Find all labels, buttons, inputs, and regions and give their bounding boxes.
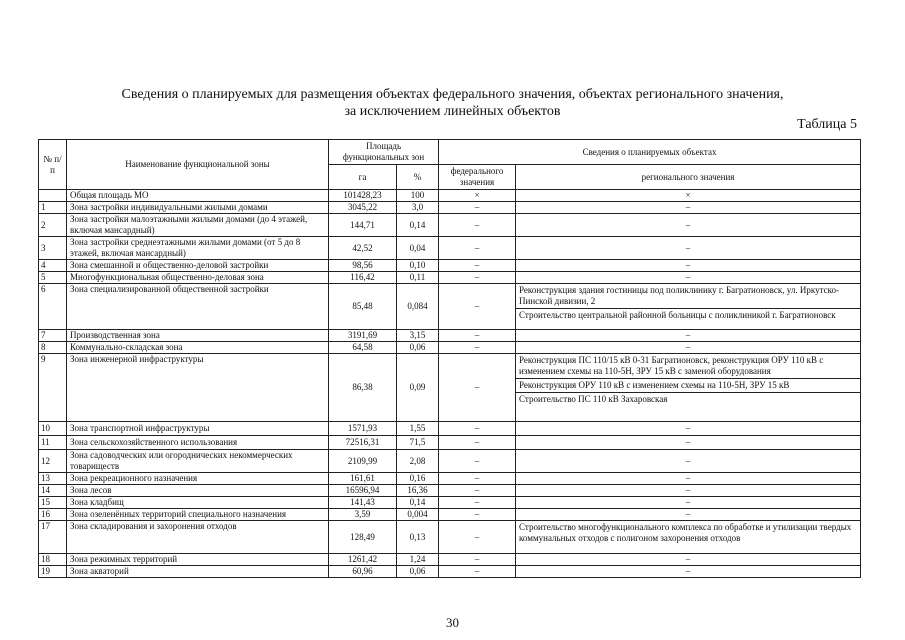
regional-objects: – [516, 214, 861, 237]
area-ha: 161,61 [329, 473, 397, 485]
zone-name: Производственная зона [67, 330, 329, 342]
header-federal: федерального значения [439, 165, 516, 190]
table-row [39, 436, 861, 450]
row-number: 11 [39, 436, 67, 450]
zone-name: Зона кладбищ [67, 497, 329, 509]
federal-objects: – [439, 450, 516, 473]
row-number: 7 [39, 330, 67, 342]
header-regional: регионального значения [516, 165, 861, 190]
regional-objects: – [516, 422, 861, 436]
area-ha: 101428,23 [329, 190, 397, 202]
row-number: 16 [39, 509, 67, 521]
table-row [39, 473, 861, 485]
federal-objects: – [439, 566, 516, 578]
table-row [39, 237, 861, 260]
regional-objects: – [516, 342, 861, 354]
table-row [39, 272, 861, 284]
federal-objects: – [439, 272, 516, 284]
regional-objects: – [516, 272, 861, 284]
zone-name: Зона садоводческих или огороднических некоммерческих товариществ [67, 450, 329, 473]
table-row [39, 521, 861, 554]
zone-name: Зона озеленённых территорий специального назначения [67, 509, 329, 521]
page-number: 30 [446, 615, 459, 630]
area-percent: 0,09 [397, 354, 439, 422]
area-percent: 100 [397, 190, 439, 202]
row-number: 5 [39, 272, 67, 284]
area-ha: 60,96 [329, 566, 397, 578]
area-percent: 0,13 [397, 521, 439, 554]
area-percent: 0,04 [397, 237, 439, 260]
zones-table [38, 139, 861, 578]
regional-objects: – [516, 497, 861, 509]
federal-objects: – [439, 554, 516, 566]
regional-objects: – [516, 450, 861, 473]
regional-object-item: Строительство многофункционального комплекса по обработке и утилизации твердых коммунальных отходов с полигоном захоронения отходов [519, 522, 852, 543]
zone-name: Многофункциональная общественно-деловая зона [67, 272, 329, 284]
regional-objects: – [516, 509, 861, 521]
federal-objects: – [439, 260, 516, 272]
federal-objects: – [439, 473, 516, 485]
regional-object-item: Строительство центральной районной больницы с поликлиникой г. Багратионовск [519, 310, 836, 320]
area-percent: 16,36 [397, 485, 439, 497]
regional-objects: – [516, 473, 861, 485]
header-area: Площадь функциональных зон [329, 140, 439, 165]
regional-object-item: Строительство ПС 110 кВ Захаровская [519, 394, 668, 404]
area-ha: 141,43 [329, 497, 397, 509]
row-number: 17 [39, 521, 67, 554]
area-percent: 3,0 [397, 202, 439, 214]
area-ha: 72516,31 [329, 436, 397, 450]
table-row [39, 422, 861, 436]
regional-objects [516, 284, 861, 330]
row-number: 13 [39, 473, 67, 485]
federal-objects: – [439, 521, 516, 554]
area-percent: 0,11 [397, 272, 439, 284]
federal-objects: – [439, 509, 516, 521]
federal-objects: – [439, 284, 516, 330]
area-percent: 1,55 [397, 422, 439, 436]
federal-objects: – [439, 214, 516, 237]
area-percent: 0,14 [397, 497, 439, 509]
title-line-1: Сведения о планируемых для размещения объектах федерального значения, объектах регионального значения, [121, 87, 784, 102]
header-objects: Сведения о планируемых объектах [439, 140, 861, 165]
header-pct: % [397, 165, 439, 190]
regional-object-item: Реконструкция ПС 110/15 кВ 0-31 Багратионовск, реконструкция ОРУ 110 кВ с изменением схемы на 110-5Н, ЗРУ 15 кВ с заменой оборудования [516, 354, 860, 379]
area-percent: 71,5 [397, 436, 439, 450]
table-row [39, 342, 861, 354]
table-row [39, 354, 861, 422]
row-number: 6 [39, 284, 67, 330]
table-row [39, 202, 861, 214]
federal-objects: – [439, 485, 516, 497]
federal-objects: – [439, 202, 516, 214]
table-row [39, 260, 861, 272]
zone-name: Зона акваторий [67, 566, 329, 578]
area-ha: 85,48 [329, 284, 397, 330]
area-ha: 116,42 [329, 272, 397, 284]
federal-objects: – [439, 497, 516, 509]
area-ha: 1571,93 [329, 422, 397, 436]
area-percent: 3,15 [397, 330, 439, 342]
row-number: 3 [39, 237, 67, 260]
table-label: Таблица 5 [797, 117, 857, 132]
regional-object-item: Реконструкция здания гостиницы под поликлинику г. Багратионовск, ул. Иркутско-Пинской дивизии, 2 [516, 284, 860, 309]
table-row [39, 509, 861, 521]
table-row [39, 330, 861, 342]
zone-name: Зона застройки малоэтажными жилыми домами (до 4 этажей, включая мансардный) [67, 214, 329, 237]
zone-name: Зона застройки индивидуальными жилыми домами [67, 202, 329, 214]
area-percent: 1,24 [397, 554, 439, 566]
federal-objects: – [439, 422, 516, 436]
zone-name: Общая площадь МО [67, 190, 329, 202]
zone-name: Зона складирования и захоронения отходов [67, 521, 329, 554]
row-number: 4 [39, 260, 67, 272]
zone-name: Зона сельскохозяйственного использования [67, 436, 329, 450]
row-number: 9 [39, 354, 67, 422]
regional-objects: – [516, 485, 861, 497]
regional-objects [516, 354, 861, 422]
regional-object-item: Реконструкция ОРУ 110 кВ с изменением схемы на 110-5Н, ЗРУ 15 кВ [516, 379, 860, 393]
area-ha: 98,56 [329, 260, 397, 272]
row-number: 1 [39, 202, 67, 214]
zone-name: Зона лесов [67, 485, 329, 497]
regional-objects: – [516, 554, 861, 566]
area-percent: 0,004 [397, 509, 439, 521]
zone-name: Зона смешанной и общественно-деловой застройки [67, 260, 329, 272]
row-number: 12 [39, 450, 67, 473]
row-number: 19 [39, 566, 67, 578]
regional-objects: – [516, 436, 861, 450]
federal-objects: × [439, 190, 516, 202]
regional-objects: – [516, 566, 861, 578]
area-ha: 3045,22 [329, 202, 397, 214]
area-ha: 128,49 [329, 521, 397, 554]
zone-name: Зона транспортной инфраструктуры [67, 422, 329, 436]
area-ha: 64,58 [329, 342, 397, 354]
area-ha: 86,38 [329, 354, 397, 422]
area-percent: 0,084 [397, 284, 439, 330]
area-percent: 0,06 [397, 566, 439, 578]
area-percent: 0,16 [397, 473, 439, 485]
zone-name: Зона режимных территорий [67, 554, 329, 566]
regional-objects: – [516, 237, 861, 260]
area-ha: 144,71 [329, 214, 397, 237]
area-ha: 3,59 [329, 509, 397, 521]
regional-objects: – [516, 260, 861, 272]
zone-name: Коммунально-складская зона [67, 342, 329, 354]
table-row [39, 450, 861, 473]
header-name: Наименование функциональной зоны [67, 140, 329, 190]
table-row [39, 497, 861, 509]
area-ha: 1261,42 [329, 554, 397, 566]
zone-name: Зона инженерной инфраструктуры [67, 354, 329, 422]
regional-objects [516, 521, 861, 554]
zone-name: Зона застройки среднеэтажными жилыми домами (от 5 до 8 этажей, включая мансардный) [67, 237, 329, 260]
area-percent: 2,08 [397, 450, 439, 473]
federal-objects: – [439, 342, 516, 354]
table-row [39, 566, 861, 578]
table-row [39, 554, 861, 566]
federal-objects: – [439, 436, 516, 450]
document-title [0, 86, 905, 120]
row-number: 14 [39, 485, 67, 497]
table-body [39, 190, 861, 578]
zone-name: Зона специализированной общественной застройки [67, 284, 329, 330]
regional-objects: – [516, 330, 861, 342]
row-number: 18 [39, 554, 67, 566]
area-ha: 16596,94 [329, 485, 397, 497]
area-ha: 2109,99 [329, 450, 397, 473]
table-row [39, 485, 861, 497]
row-number [39, 190, 67, 202]
row-number: 8 [39, 342, 67, 354]
row-number: 10 [39, 422, 67, 436]
table-row [39, 284, 861, 330]
area-ha: 42,52 [329, 237, 397, 260]
area-percent: 0,14 [397, 214, 439, 237]
area-percent: 0,06 [397, 342, 439, 354]
row-number: 2 [39, 214, 67, 237]
regional-objects: × [516, 190, 861, 202]
table-row [39, 214, 861, 237]
federal-objects: – [439, 330, 516, 342]
federal-objects: – [439, 354, 516, 422]
zone-name: Зона рекреационного назначения [67, 473, 329, 485]
table-row [39, 190, 861, 202]
area-percent: 0,10 [397, 260, 439, 272]
regional-objects: – [516, 202, 861, 214]
row-number: 15 [39, 497, 67, 509]
area-ha: 3191,69 [329, 330, 397, 342]
title-line-2: за исключением линейных объектов [344, 104, 561, 119]
header-ha: га [329, 165, 397, 190]
header-num: № п/п [39, 140, 67, 190]
federal-objects: – [439, 237, 516, 260]
